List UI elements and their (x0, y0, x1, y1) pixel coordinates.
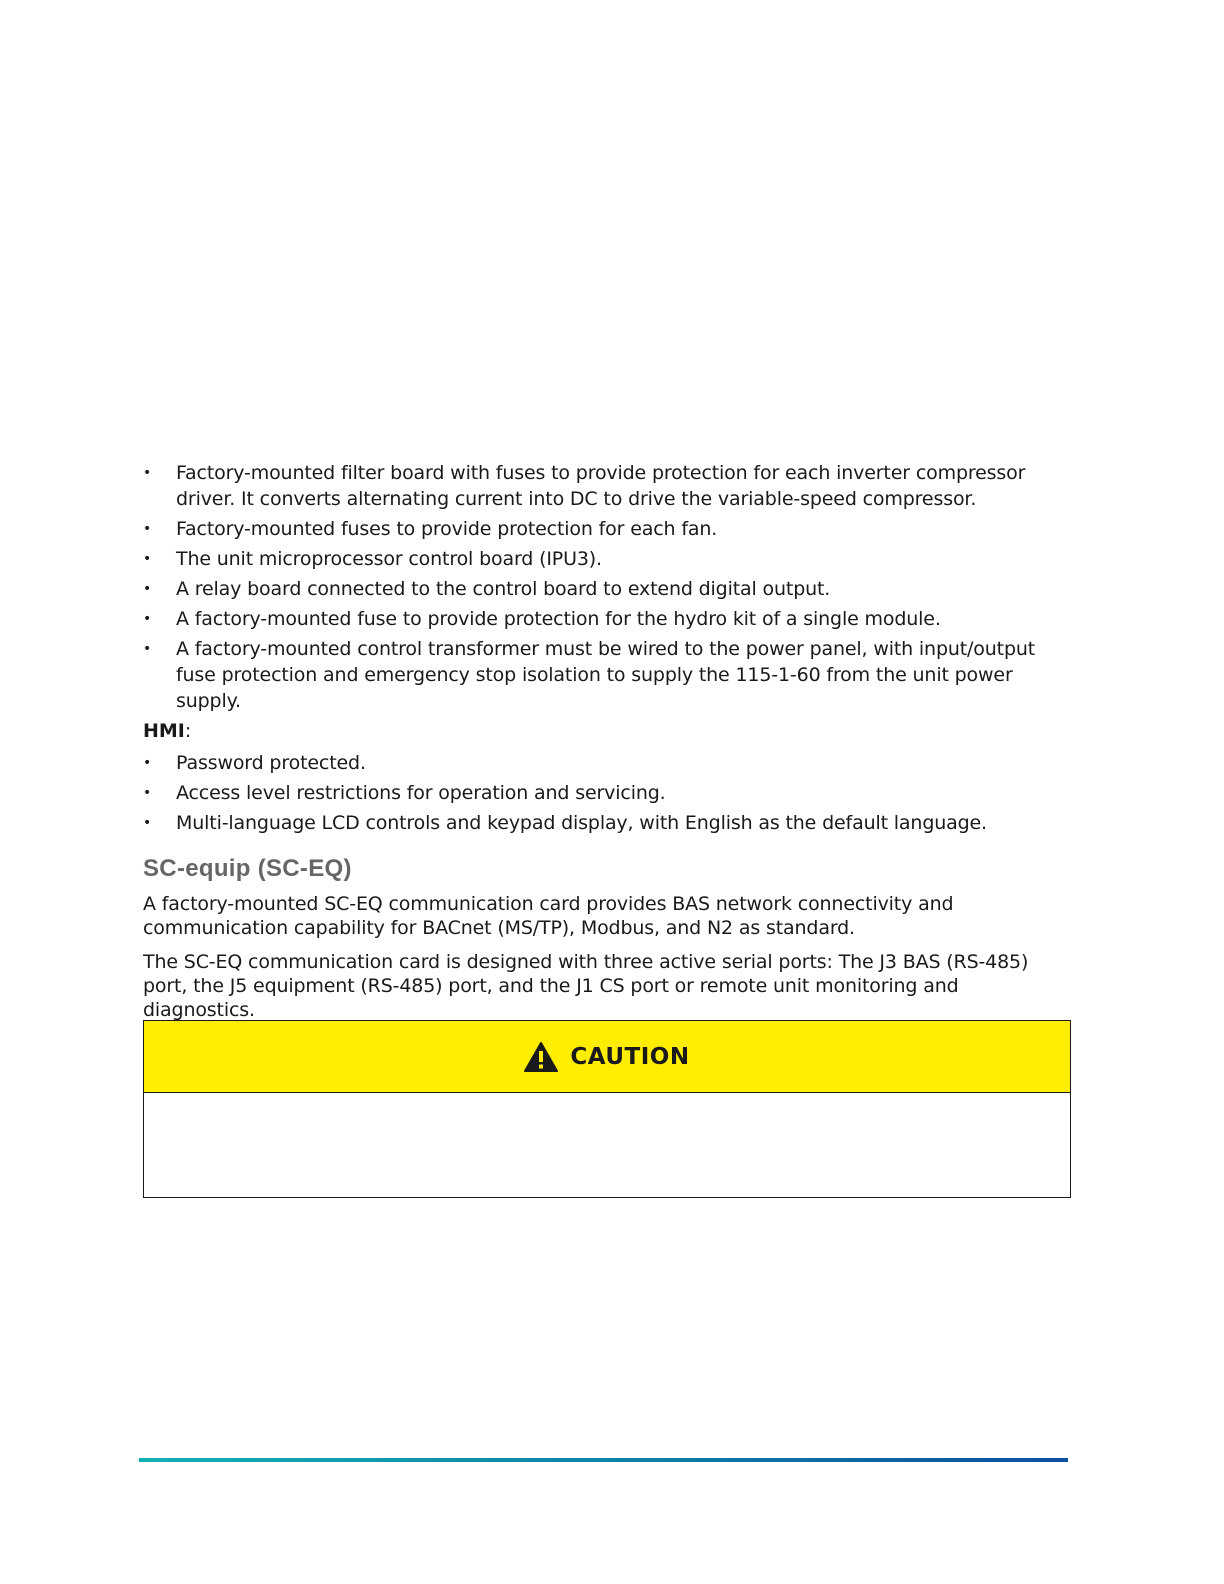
list-item: • Multi-language LCD controls and keypad display, with English as the default language. (143, 812, 987, 834)
list-item: • Password protected. (143, 752, 366, 774)
hmi-bullet-list (143, 750, 1071, 836)
section-paragraph: A factory-mounted SC-EQ communication card provides BAS network connectivity and communication capability for BACnet (MS/TP), Modbus, and N2 as standard. (143, 893, 954, 939)
list-item: • A relay board connected to the control board to extend digital output. (143, 578, 831, 600)
bullet-dot: • (143, 465, 152, 481)
bullet-dot: • (143, 581, 152, 597)
warning-triangle-icon (524, 1042, 558, 1072)
bullet-dot: • (143, 551, 152, 567)
caution-header (144, 1021, 1070, 1093)
bullet-dot: • (143, 521, 152, 537)
caution-label: CAUTION (570, 1043, 690, 1070)
list-item: • A factory-mounted control transformer must be wired to the power panel, with input/output fuse protection and emergency stop isolation to supply the 115-1-60 from the unit power supply. (143, 638, 1036, 712)
bullet-dot: • (143, 755, 152, 771)
list-item: • Factory-mounted filter board with fuses to provide protection for each inverter compressor driver. It converts alternating current into DC to drive the variable-speed compressor. (143, 462, 1026, 510)
section-title: SC-equip (SC-EQ) (143, 855, 352, 882)
list-item: • Access level restrictions for operation and servicing. (143, 782, 666, 804)
footer-divider (139, 1458, 1068, 1462)
page-content (143, 460, 1071, 1032)
bullet-dot: • (143, 641, 152, 657)
bullet-dot: • (143, 815, 152, 831)
section-paragraph: The SC-EQ communication card is designed with three active serial ports: The J3 BAS (RS-485) port, the J5 equipment (RS-485) port, and the J1 CS port or remote unit monitoring and diagnostics. (143, 951, 1029, 1021)
hmi-heading: HMI: (143, 720, 192, 742)
list-item: • A factory-mounted fuse to provide protection for the hydro kit of a single module. (143, 608, 941, 630)
caution-box (143, 1020, 1071, 1198)
feature-bullet-list (143, 460, 1071, 714)
hmi-label: HMI (143, 720, 185, 742)
bullet-dot: • (143, 785, 152, 801)
list-item: • The unit microprocessor control board (IPU3). (143, 548, 602, 570)
list-item: • Factory-mounted fuses to provide protection for each fan. (143, 518, 718, 540)
bullet-dot: • (143, 611, 152, 627)
